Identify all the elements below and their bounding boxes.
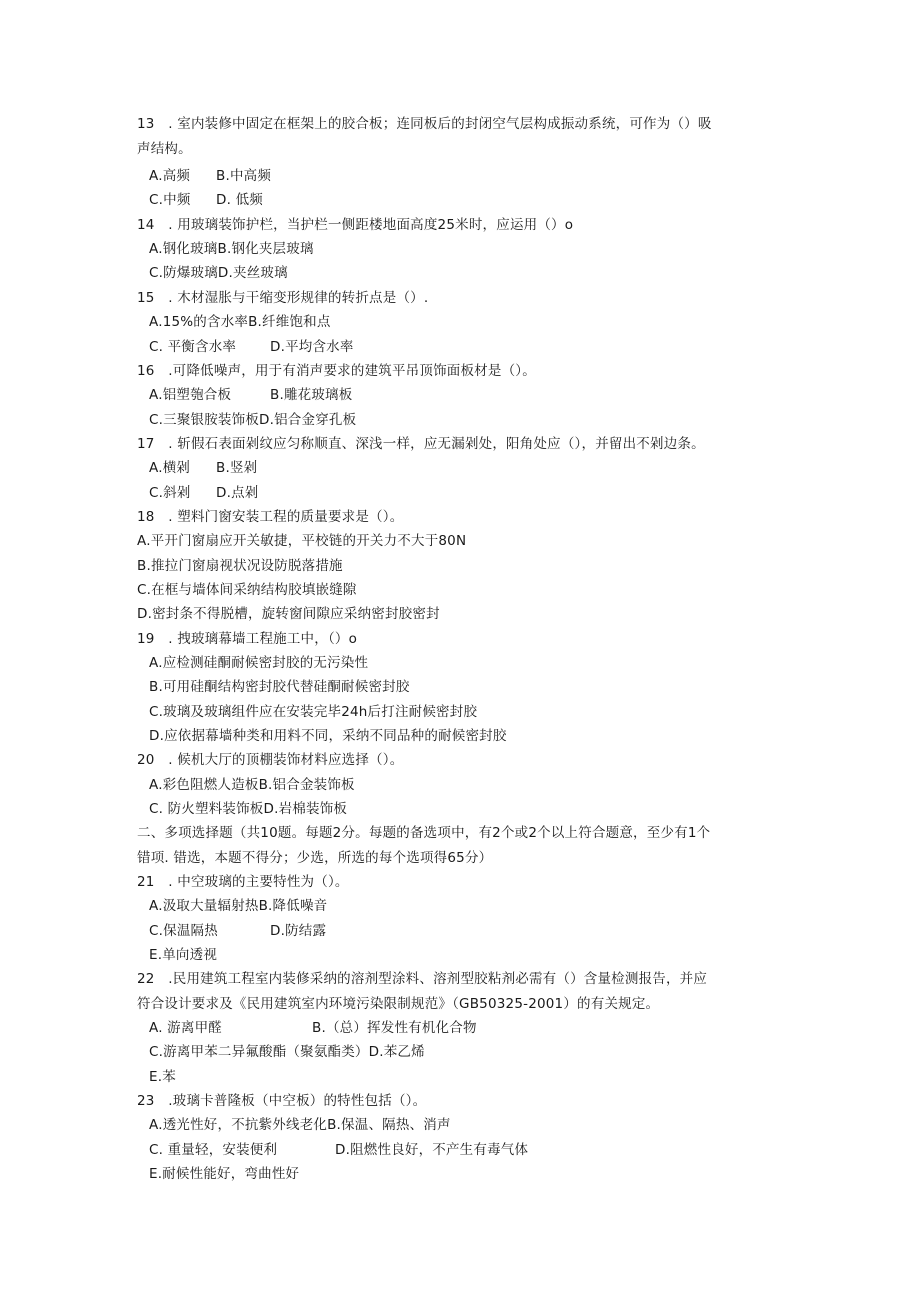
- section-2-heading-line1: 二、多项选择题（共10题。每题2分。每题的备选项中，有2个或2个以上符合题意，至少有1个: [137, 825, 711, 841]
- q13-stem-line1: 13 . 室内装修中固定在框架上的胶合板；连同板后的封闭空气层构成振动系统，可作为（）吸: [137, 116, 712, 132]
- q18-option-b: B.推拉门窗扇视状况设防脱落措施: [137, 558, 343, 574]
- q21-option-d: D.防结露: [270, 923, 327, 939]
- q20-stem: 20 . 候机大厅的顶棚装饰材料应选择（）。: [137, 752, 404, 768]
- q23-option-e: E.耐候性能好，弯曲性好: [149, 1166, 300, 1182]
- q13-option-c: C.中频: [149, 192, 191, 208]
- q19-option-b: B.可用硅酮结构密封胶代替硅酮耐候密封胶: [149, 679, 410, 695]
- q15-option-d: D.平均含水率: [270, 339, 354, 355]
- q19-option-a: A.应检测硅酮耐候密封胶的无污染性: [149, 655, 369, 671]
- q20-options-ab: A.彩色阻燃人造板B.铝合金装饰板: [149, 777, 355, 793]
- q14-stem: 14 . 用玻璃装饰护栏，当护栏一侧距楼地面高度25米时，应运用（）o: [137, 217, 574, 233]
- q22-option-e: E.苯: [149, 1069, 176, 1085]
- q23-option-c: C. 重量轻，安装便利: [149, 1142, 278, 1158]
- q21-stem: 21 . 中空玻璃的主要特性为（）。: [137, 874, 349, 890]
- q21-options-ab: A.汲取大量辐射热B.降低噪音: [149, 898, 328, 914]
- q19-stem: 19 . 拽玻璃幕墙工程施工中，（）o: [137, 631, 358, 647]
- q15-options-ab: A.15%的含水率B.纤维饱和点: [149, 314, 331, 330]
- q18-option-d: D.密封条不得脱槽，旋转窗间隙应采纳密封胶密封: [137, 606, 440, 622]
- q21-option-e: E.单向透视: [149, 947, 218, 963]
- q22-option-b: B.（总）挥发性有机化合物: [312, 1020, 477, 1036]
- q23-options-ab: A.透光性好，不抗紫外线老化B.保温、隔热、消声: [149, 1117, 451, 1133]
- q19-option-d: D.应依据幕墙种类和用料不同，采纳不同品种的耐候密封胶: [149, 728, 507, 744]
- section-2-heading-line2: 错项. 错选，本题不得分；少选，所选的每个选项得65分）: [137, 850, 493, 866]
- q16-options-cd: C.三聚银胺装饰板D.铝合金穿孔板: [149, 412, 357, 428]
- q13-option-b: B.中高频: [216, 168, 272, 184]
- q17-stem: 17 . 斩假石表面剁纹应匀称顺直、深浅一样，应无漏剁处，阳角处应（），并留出不剁边条。: [137, 436, 705, 452]
- q13-option-a: A.高频: [149, 168, 191, 184]
- q17-option-b: B.竖剁: [216, 460, 258, 476]
- q22-options-cd: C.游离甲苯二异氟酸酯（聚氨酯类）D.苯乙烯: [149, 1044, 425, 1060]
- q14-options-cd: C.防爆玻璃D.夹丝玻璃: [149, 265, 288, 281]
- q16-option-a: A.铝塑匏合板: [149, 387, 232, 403]
- q17-option-a: A.横剁: [149, 460, 191, 476]
- q18-stem: 18 . 塑料门窗安装工程的质量要求是（）。: [137, 509, 404, 525]
- q18-option-a: A.平开门窗扇应开关敏捷，平校链的开关力不大于80N: [137, 533, 467, 549]
- q23-stem: 23 .玻璃卡普隆板（中空板）的特性包括（）。: [137, 1093, 427, 1109]
- q22-option-a: A. 游离甲醛: [149, 1020, 222, 1036]
- q15-option-c: C. 平衡含水率: [149, 339, 237, 355]
- q15-stem: 15 . 木材湿胀与干缩变形规律的转折点是（）.: [137, 290, 429, 306]
- q14-options-ab: A.钢化玻璃B.钢化夹层玻璃: [149, 241, 314, 257]
- q16-stem: 16 .可降低噪声，用于有消声要求的建筑平吊顶饰面板材是（）。: [137, 363, 536, 379]
- q13-option-d: D. 低频: [216, 192, 263, 208]
- q13-stem-line2: 声结构。: [137, 141, 192, 157]
- q17-option-c: C.斜剁: [149, 485, 191, 501]
- q22-stem-line2: 符合设计要求及《民用建筑室内环境污染限制规范》（GB50325-2001）的有关规定。: [137, 996, 660, 1012]
- q16-option-b: B.雕花玻璃板: [270, 387, 353, 403]
- q18-option-c: C.在框与墙体间采纳结构胶填嵌缝隙: [137, 582, 357, 598]
- q23-option-d: D.阻燃性良好，不产生有毒气体: [335, 1142, 529, 1158]
- q20-options-cd: C. 防火塑料装饰板D.岩棉装饰板: [149, 801, 348, 817]
- q21-option-c: C.保温隔热: [149, 923, 218, 939]
- q22-stem-line1: 22 .民用建筑工程室内装修采纳的溶剂型涂料、溶剂型胶粘剂必需有（）含量检测报告，并应: [137, 971, 708, 987]
- q19-option-c: C.玻璃及玻璃组件应在安装完毕24h后打注耐候密封胶: [149, 704, 478, 720]
- q17-option-d: D.点剁: [216, 485, 259, 501]
